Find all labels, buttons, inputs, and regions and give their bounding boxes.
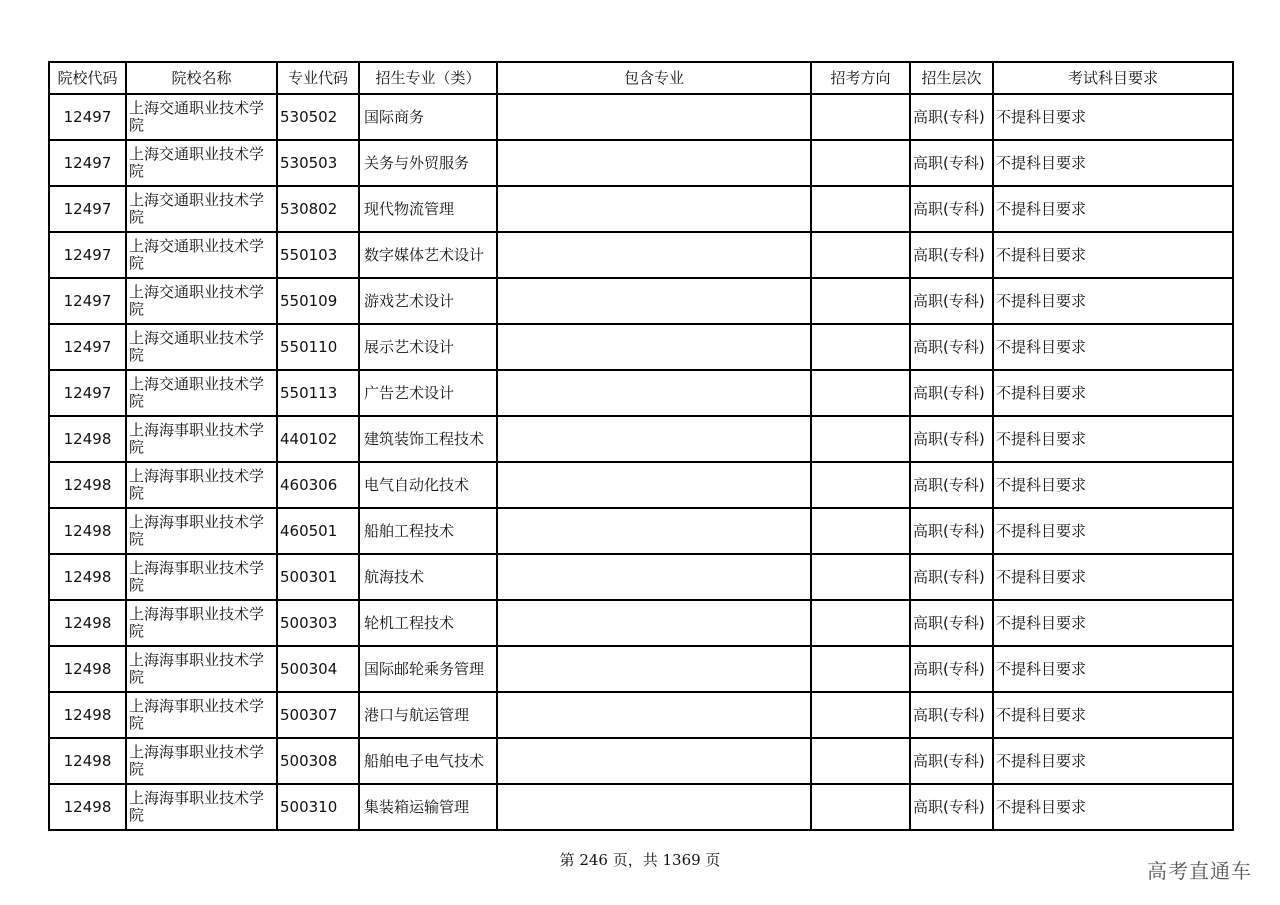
cell-level: 高职(专科)	[910, 600, 993, 646]
cell-includes	[497, 232, 811, 278]
cell-subjects: 不提科目要求	[993, 370, 1233, 416]
cell-school-code: 12497	[49, 278, 126, 324]
cell-major-code: 500304	[277, 646, 359, 692]
cell-level: 高职(专科)	[910, 94, 993, 140]
cell-major-code: 550103	[277, 232, 359, 278]
header-school-code: 院校代码	[49, 62, 126, 94]
page-footer: 第 246 页，共 1369 页	[559, 851, 721, 869]
cell-school-name: 上海海事职业技术学院	[126, 508, 277, 554]
cell-school-name: 上海交通职业技术学院	[126, 232, 277, 278]
cell-school-code: 12498	[49, 416, 126, 462]
cell-major: 船舶电子电气技术	[359, 738, 497, 784]
cell-level: 高职(专科)	[910, 416, 993, 462]
cell-subjects: 不提科目要求	[993, 140, 1233, 186]
cell-direction	[811, 232, 910, 278]
cell-school-code: 12497	[49, 94, 126, 140]
cell-school-code: 12497	[49, 140, 126, 186]
header-major: 招生专业（类）	[359, 62, 497, 94]
cell-level: 高职(专科)	[910, 554, 993, 600]
cell-major: 集装箱运输管理	[359, 784, 497, 830]
cell-school-code: 12498	[49, 462, 126, 508]
cell-school-name: 上海交通职业技术学院	[126, 324, 277, 370]
cell-major: 建筑装饰工程技术	[359, 416, 497, 462]
admissions-table-container	[48, 61, 1232, 831]
cell-subjects: 不提科目要求	[993, 646, 1233, 692]
cell-school-code: 12497	[49, 324, 126, 370]
header-includes: 包含专业	[497, 62, 811, 94]
cell-direction	[811, 278, 910, 324]
cell-direction	[811, 416, 910, 462]
cell-subjects: 不提科目要求	[993, 554, 1233, 600]
cell-major: 电气自动化技术	[359, 462, 497, 508]
table-row	[49, 278, 1233, 324]
header-subjects: 考试科目要求	[993, 62, 1233, 94]
cell-major-code: 500307	[277, 692, 359, 738]
cell-major-code: 500303	[277, 600, 359, 646]
cell-school-code: 12498	[49, 784, 126, 830]
cell-direction	[811, 554, 910, 600]
cell-major: 轮机工程技术	[359, 600, 497, 646]
cell-school-code: 12497	[49, 186, 126, 232]
cell-includes	[497, 646, 811, 692]
cell-includes	[497, 416, 811, 462]
cell-school-name: 上海海事职业技术学院	[126, 462, 277, 508]
cell-school-name: 上海交通职业技术学院	[126, 94, 277, 140]
cell-major: 航海技术	[359, 554, 497, 600]
cell-includes	[497, 508, 811, 554]
cell-school-code: 12498	[49, 738, 126, 784]
cell-major: 船舶工程技术	[359, 508, 497, 554]
table-row	[49, 646, 1233, 692]
cell-major: 关务与外贸服务	[359, 140, 497, 186]
cell-subjects: 不提科目要求	[993, 278, 1233, 324]
cell-subjects: 不提科目要求	[993, 600, 1233, 646]
table-row	[49, 784, 1233, 830]
table-row	[49, 324, 1233, 370]
table-row	[49, 600, 1233, 646]
cell-major-code: 500310	[277, 784, 359, 830]
cell-subjects: 不提科目要求	[993, 738, 1233, 784]
cell-major: 港口与航运管理	[359, 692, 497, 738]
cell-includes	[497, 738, 811, 784]
cell-level: 高职(专科)	[910, 508, 993, 554]
cell-direction	[811, 646, 910, 692]
table-row	[49, 370, 1233, 416]
table-row	[49, 140, 1233, 186]
cell-school-code: 12498	[49, 554, 126, 600]
cell-subjects: 不提科目要求	[993, 784, 1233, 830]
header-school-name: 院校名称	[126, 62, 277, 94]
cell-includes	[497, 554, 811, 600]
cell-includes	[497, 462, 811, 508]
cell-subjects: 不提科目要求	[993, 94, 1233, 140]
cell-school-name: 上海海事职业技术学院	[126, 784, 277, 830]
header-direction: 招考方向	[811, 62, 910, 94]
cell-major-code: 530502	[277, 94, 359, 140]
table-row	[49, 692, 1233, 738]
table-row	[49, 232, 1233, 278]
cell-major: 国际邮轮乘务管理	[359, 646, 497, 692]
cell-includes	[497, 324, 811, 370]
cell-level: 高职(专科)	[910, 738, 993, 784]
cell-level: 高职(专科)	[910, 278, 993, 324]
table-row	[49, 462, 1233, 508]
cell-school-code: 12498	[49, 508, 126, 554]
cell-major-code: 460501	[277, 508, 359, 554]
cell-major-code: 460306	[277, 462, 359, 508]
table-row	[49, 416, 1233, 462]
cell-direction	[811, 370, 910, 416]
header-major-code: 专业代码	[277, 62, 359, 94]
cell-major-code: 500301	[277, 554, 359, 600]
table-row	[49, 508, 1233, 554]
admissions-table	[48, 61, 1234, 831]
cell-major-code: 500308	[277, 738, 359, 784]
cell-direction	[811, 600, 910, 646]
table-body	[49, 94, 1233, 830]
cell-school-code: 12498	[49, 600, 126, 646]
table-row	[49, 738, 1233, 784]
cell-school-name: 上海海事职业技术学院	[126, 646, 277, 692]
cell-school-name: 上海海事职业技术学院	[126, 692, 277, 738]
cell-level: 高职(专科)	[910, 462, 993, 508]
cell-includes	[497, 692, 811, 738]
cell-direction	[811, 784, 910, 830]
cell-direction	[811, 738, 910, 784]
cell-school-name: 上海海事职业技术学院	[126, 416, 277, 462]
cell-school-code: 12498	[49, 646, 126, 692]
cell-school-name: 上海交通职业技术学院	[126, 278, 277, 324]
table-row	[49, 94, 1233, 140]
watermark: 高考直通车	[1147, 859, 1252, 883]
cell-includes	[497, 278, 811, 324]
cell-major: 广告艺术设计	[359, 370, 497, 416]
cell-school-name: 上海海事职业技术学院	[126, 600, 277, 646]
cell-direction	[811, 324, 910, 370]
cell-level: 高职(专科)	[910, 370, 993, 416]
cell-includes	[497, 600, 811, 646]
table-header-row	[49, 62, 1233, 94]
cell-school-name: 上海交通职业技术学院	[126, 186, 277, 232]
cell-major: 国际商务	[359, 94, 497, 140]
cell-major: 展示艺术设计	[359, 324, 497, 370]
cell-level: 高职(专科)	[910, 646, 993, 692]
cell-major-code: 530503	[277, 140, 359, 186]
cell-level: 高职(专科)	[910, 186, 993, 232]
cell-includes	[497, 370, 811, 416]
cell-subjects: 不提科目要求	[993, 324, 1233, 370]
cell-major-code: 550113	[277, 370, 359, 416]
cell-major: 现代物流管理	[359, 186, 497, 232]
cell-school-name: 上海海事职业技术学院	[126, 554, 277, 600]
header-level: 招生层次	[910, 62, 993, 94]
cell-includes	[497, 186, 811, 232]
cell-major: 数字媒体艺术设计	[359, 232, 497, 278]
cell-level: 高职(专科)	[910, 232, 993, 278]
cell-major-code: 440102	[277, 416, 359, 462]
cell-major: 游戏艺术设计	[359, 278, 497, 324]
table-row	[49, 186, 1233, 232]
cell-major-code: 550109	[277, 278, 359, 324]
cell-subjects: 不提科目要求	[993, 462, 1233, 508]
cell-school-name: 上海海事职业技术学院	[126, 738, 277, 784]
table-row	[49, 554, 1233, 600]
cell-level: 高职(专科)	[910, 140, 993, 186]
cell-level: 高职(专科)	[910, 784, 993, 830]
cell-level: 高职(专科)	[910, 324, 993, 370]
cell-subjects: 不提科目要求	[993, 416, 1233, 462]
cell-direction	[811, 140, 910, 186]
cell-school-code: 12497	[49, 232, 126, 278]
cell-includes	[497, 784, 811, 830]
cell-level: 高职(专科)	[910, 692, 993, 738]
cell-includes	[497, 140, 811, 186]
cell-subjects: 不提科目要求	[993, 186, 1233, 232]
cell-school-code: 12498	[49, 692, 126, 738]
cell-major-code: 550110	[277, 324, 359, 370]
cell-school-name: 上海交通职业技术学院	[126, 370, 277, 416]
cell-subjects: 不提科目要求	[993, 232, 1233, 278]
cell-subjects: 不提科目要求	[993, 692, 1233, 738]
cell-direction	[811, 186, 910, 232]
cell-direction	[811, 508, 910, 554]
cell-subjects: 不提科目要求	[993, 508, 1233, 554]
cell-major-code: 530802	[277, 186, 359, 232]
cell-direction	[811, 692, 910, 738]
cell-school-name: 上海交通职业技术学院	[126, 140, 277, 186]
cell-direction	[811, 462, 910, 508]
cell-school-code: 12497	[49, 370, 126, 416]
cell-direction	[811, 94, 910, 140]
cell-includes	[497, 94, 811, 140]
